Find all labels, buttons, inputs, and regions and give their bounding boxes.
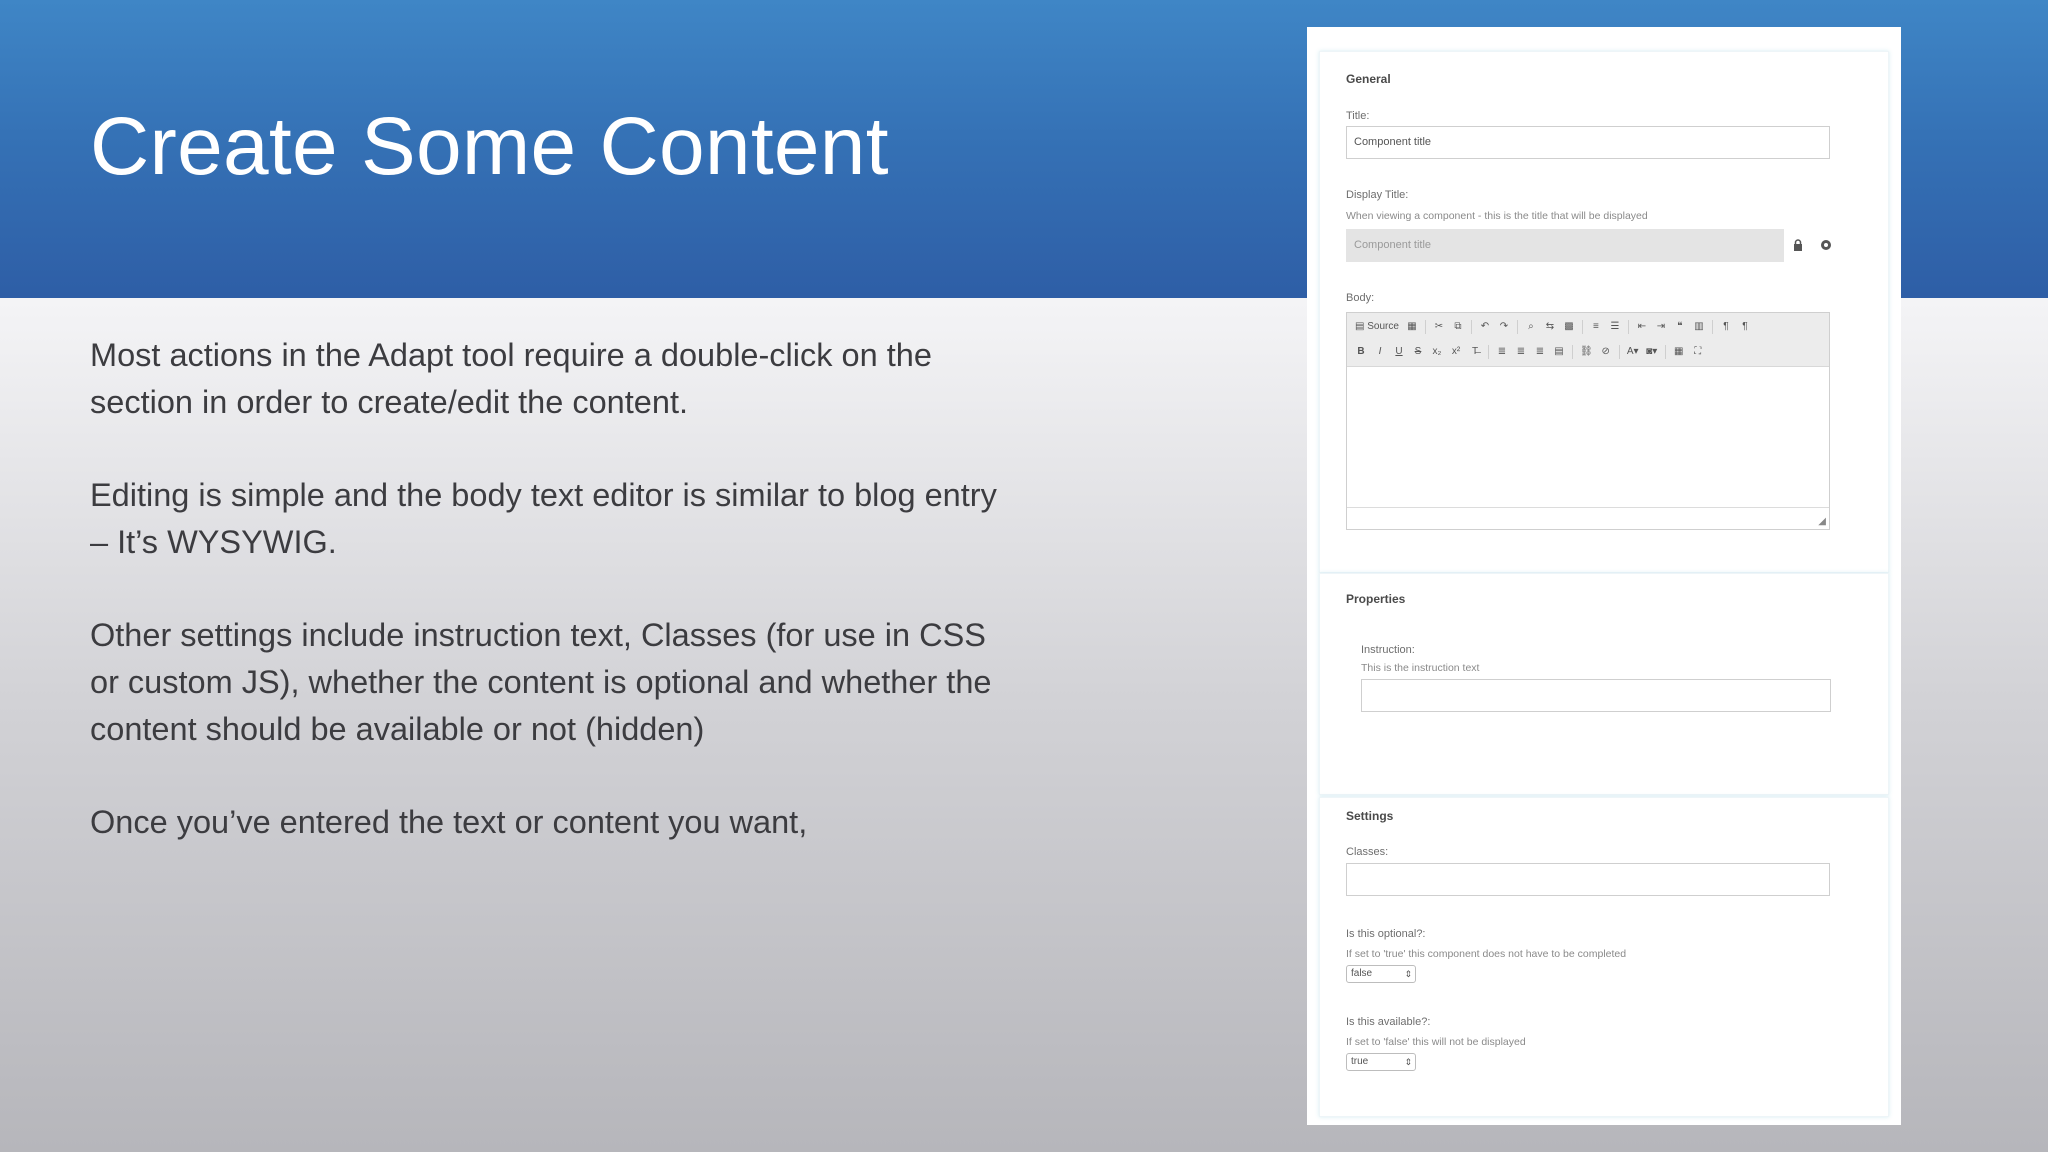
paragraph-double-click: Most actions in the Adapt tool require a double-click on the section in order to create/edit the content. <box>90 337 932 420</box>
source-label: Source <box>1367 321 1399 332</box>
available-select[interactable] <box>1346 1053 1416 1071</box>
redo-icon[interactable]: ↷ <box>1499 321 1509 332</box>
align-left-icon[interactable]: ≣ <box>1497 346 1507 357</box>
find-icon[interactable]: ⌕ <box>1528 321 1534 332</box>
unlink-icon[interactable]: ⊘ <box>1601 346 1610 357</box>
editor-footer <box>1347 507 1829 529</box>
toolbar-separator <box>1665 345 1666 359</box>
numbered-list-icon[interactable]: ≡ <box>1593 321 1599 332</box>
optional-label: Is this optional?: <box>1346 928 1426 940</box>
bg-color-icon[interactable]: ◙▾ <box>1646 346 1658 357</box>
title-label: Title: <box>1346 110 1370 122</box>
available-select-value: true <box>1351 1056 1369 1067</box>
general-heading: General <box>1346 72 1391 86</box>
editor-toolbar-row-1 <box>1353 318 1753 336</box>
paragraph-other-settings: Other settings include instruction text, Classes (for use in CSS or custom JS), whether the content is optional and whether the content should be available or not (hidden) <box>90 617 992 747</box>
bold-icon[interactable]: B <box>1357 346 1365 357</box>
strikethrough-icon[interactable]: S <box>1414 346 1422 357</box>
general-panel <box>1319 51 1889 573</box>
toolbar-separator <box>1517 320 1518 334</box>
gear-icon[interactable] <box>1820 239 1832 251</box>
bulleted-list-icon[interactable]: ☰ <box>1610 321 1620 332</box>
source-button[interactable] <box>1353 319 1401 335</box>
instruction-hint: This is the instruction text <box>1361 662 1480 674</box>
ltr-icon[interactable]: ¶ <box>1723 321 1729 332</box>
classes-input[interactable] <box>1346 863 1830 896</box>
settings-heading: Settings <box>1346 809 1394 823</box>
text-color-icon[interactable]: A▾ <box>1626 346 1639 357</box>
toolbar-separator <box>1471 320 1472 334</box>
editor-toolbar-row-2 <box>1353 343 1706 361</box>
align-icon[interactable]: ▥ <box>1694 321 1704 332</box>
classes-label: Classes: <box>1346 846 1389 858</box>
settings-panel <box>1319 797 1889 1117</box>
properties-heading: Properties <box>1346 592 1406 606</box>
remove-format-icon[interactable]: T̶ <box>1471 346 1479 357</box>
select-caret-icon: ⇕ <box>1404 1057 1412 1067</box>
replace-icon[interactable]: ⇆ <box>1545 321 1555 332</box>
outdent-icon[interactable]: ⇤ <box>1637 321 1647 332</box>
maximize-icon[interactable]: ⛶ <box>1694 346 1702 357</box>
cut-icon[interactable]: ✂ <box>1434 321 1444 332</box>
resize-grip-icon[interactable]: ◢ <box>1818 516 1826 527</box>
indent-icon[interactable]: ⇥ <box>1656 321 1666 332</box>
toolbar-separator <box>1572 345 1573 359</box>
slide-title: Create Some Content <box>90 101 889 192</box>
display-title-label: Display Title: <box>1346 189 1409 201</box>
editor-toolbar <box>1347 313 1829 367</box>
select-caret-icon: ⇕ <box>1404 969 1412 979</box>
body-rich-text-editor[interactable] <box>1346 312 1830 530</box>
lock-icon[interactable] <box>1792 239 1804 251</box>
italic-icon[interactable]: I <box>1378 346 1382 357</box>
optional-select-value: false <box>1351 968 1373 979</box>
toolbar-separator <box>1628 320 1629 334</box>
instruction-label: Instruction: <box>1361 644 1415 656</box>
paragraph-editing: Editing is simple and the body text editor is similar to blog entry – It’s WYSYWIG. <box>90 477 997 560</box>
justify-icon[interactable]: ▤ <box>1554 346 1564 357</box>
save-icon[interactable]: ▦ <box>1407 321 1417 332</box>
source-icon: ▤ <box>1355 321 1365 332</box>
align-center-icon[interactable]: ≣ <box>1516 346 1526 357</box>
display-title-hint: When viewing a component - this is the title that will be displayed <box>1346 210 1648 222</box>
align-right-icon[interactable]: ≣ <box>1535 346 1545 357</box>
toolbar-separator <box>1712 320 1713 334</box>
component-editor-screenshot <box>1307 27 1901 1125</box>
undo-icon[interactable]: ↶ <box>1480 321 1490 332</box>
copy-icon[interactable]: ⧉ <box>1454 321 1462 332</box>
display-title-input[interactable]: Component title <box>1346 229 1784 262</box>
superscript-icon[interactable]: x² <box>1451 346 1461 357</box>
table-icon[interactable]: ▦ <box>1673 346 1684 357</box>
title-input[interactable]: Component title <box>1346 126 1830 159</box>
subscript-icon[interactable]: x₂ <box>1432 346 1442 357</box>
optional-hint: If set to 'true' this component does not have to be completed <box>1346 948 1627 960</box>
select-all-icon[interactable]: ▩ <box>1564 321 1574 332</box>
instruction-input[interactable] <box>1361 679 1831 712</box>
toolbar-separator <box>1488 345 1489 359</box>
available-hint: If set to 'false' this will not be displayed <box>1346 1036 1526 1048</box>
toolbar-separator <box>1619 345 1620 359</box>
body-label: Body: <box>1346 292 1375 304</box>
blockquote-icon[interactable]: ❝ <box>1677 321 1683 332</box>
toolbar-separator <box>1582 320 1583 334</box>
properties-panel <box>1319 573 1889 795</box>
link-icon[interactable]: ⛓ <box>1580 346 1593 357</box>
rtl-icon[interactable]: ¶ <box>1742 321 1748 332</box>
underline-icon[interactable]: U <box>1395 346 1403 357</box>
optional-select[interactable] <box>1346 965 1416 983</box>
toolbar-separator <box>1425 320 1426 334</box>
available-label: Is this available?: <box>1346 1016 1431 1028</box>
slide-body <box>90 332 1010 892</box>
paragraph-once-entered: Once you’ve entered the text or content you want, <box>90 804 808 840</box>
